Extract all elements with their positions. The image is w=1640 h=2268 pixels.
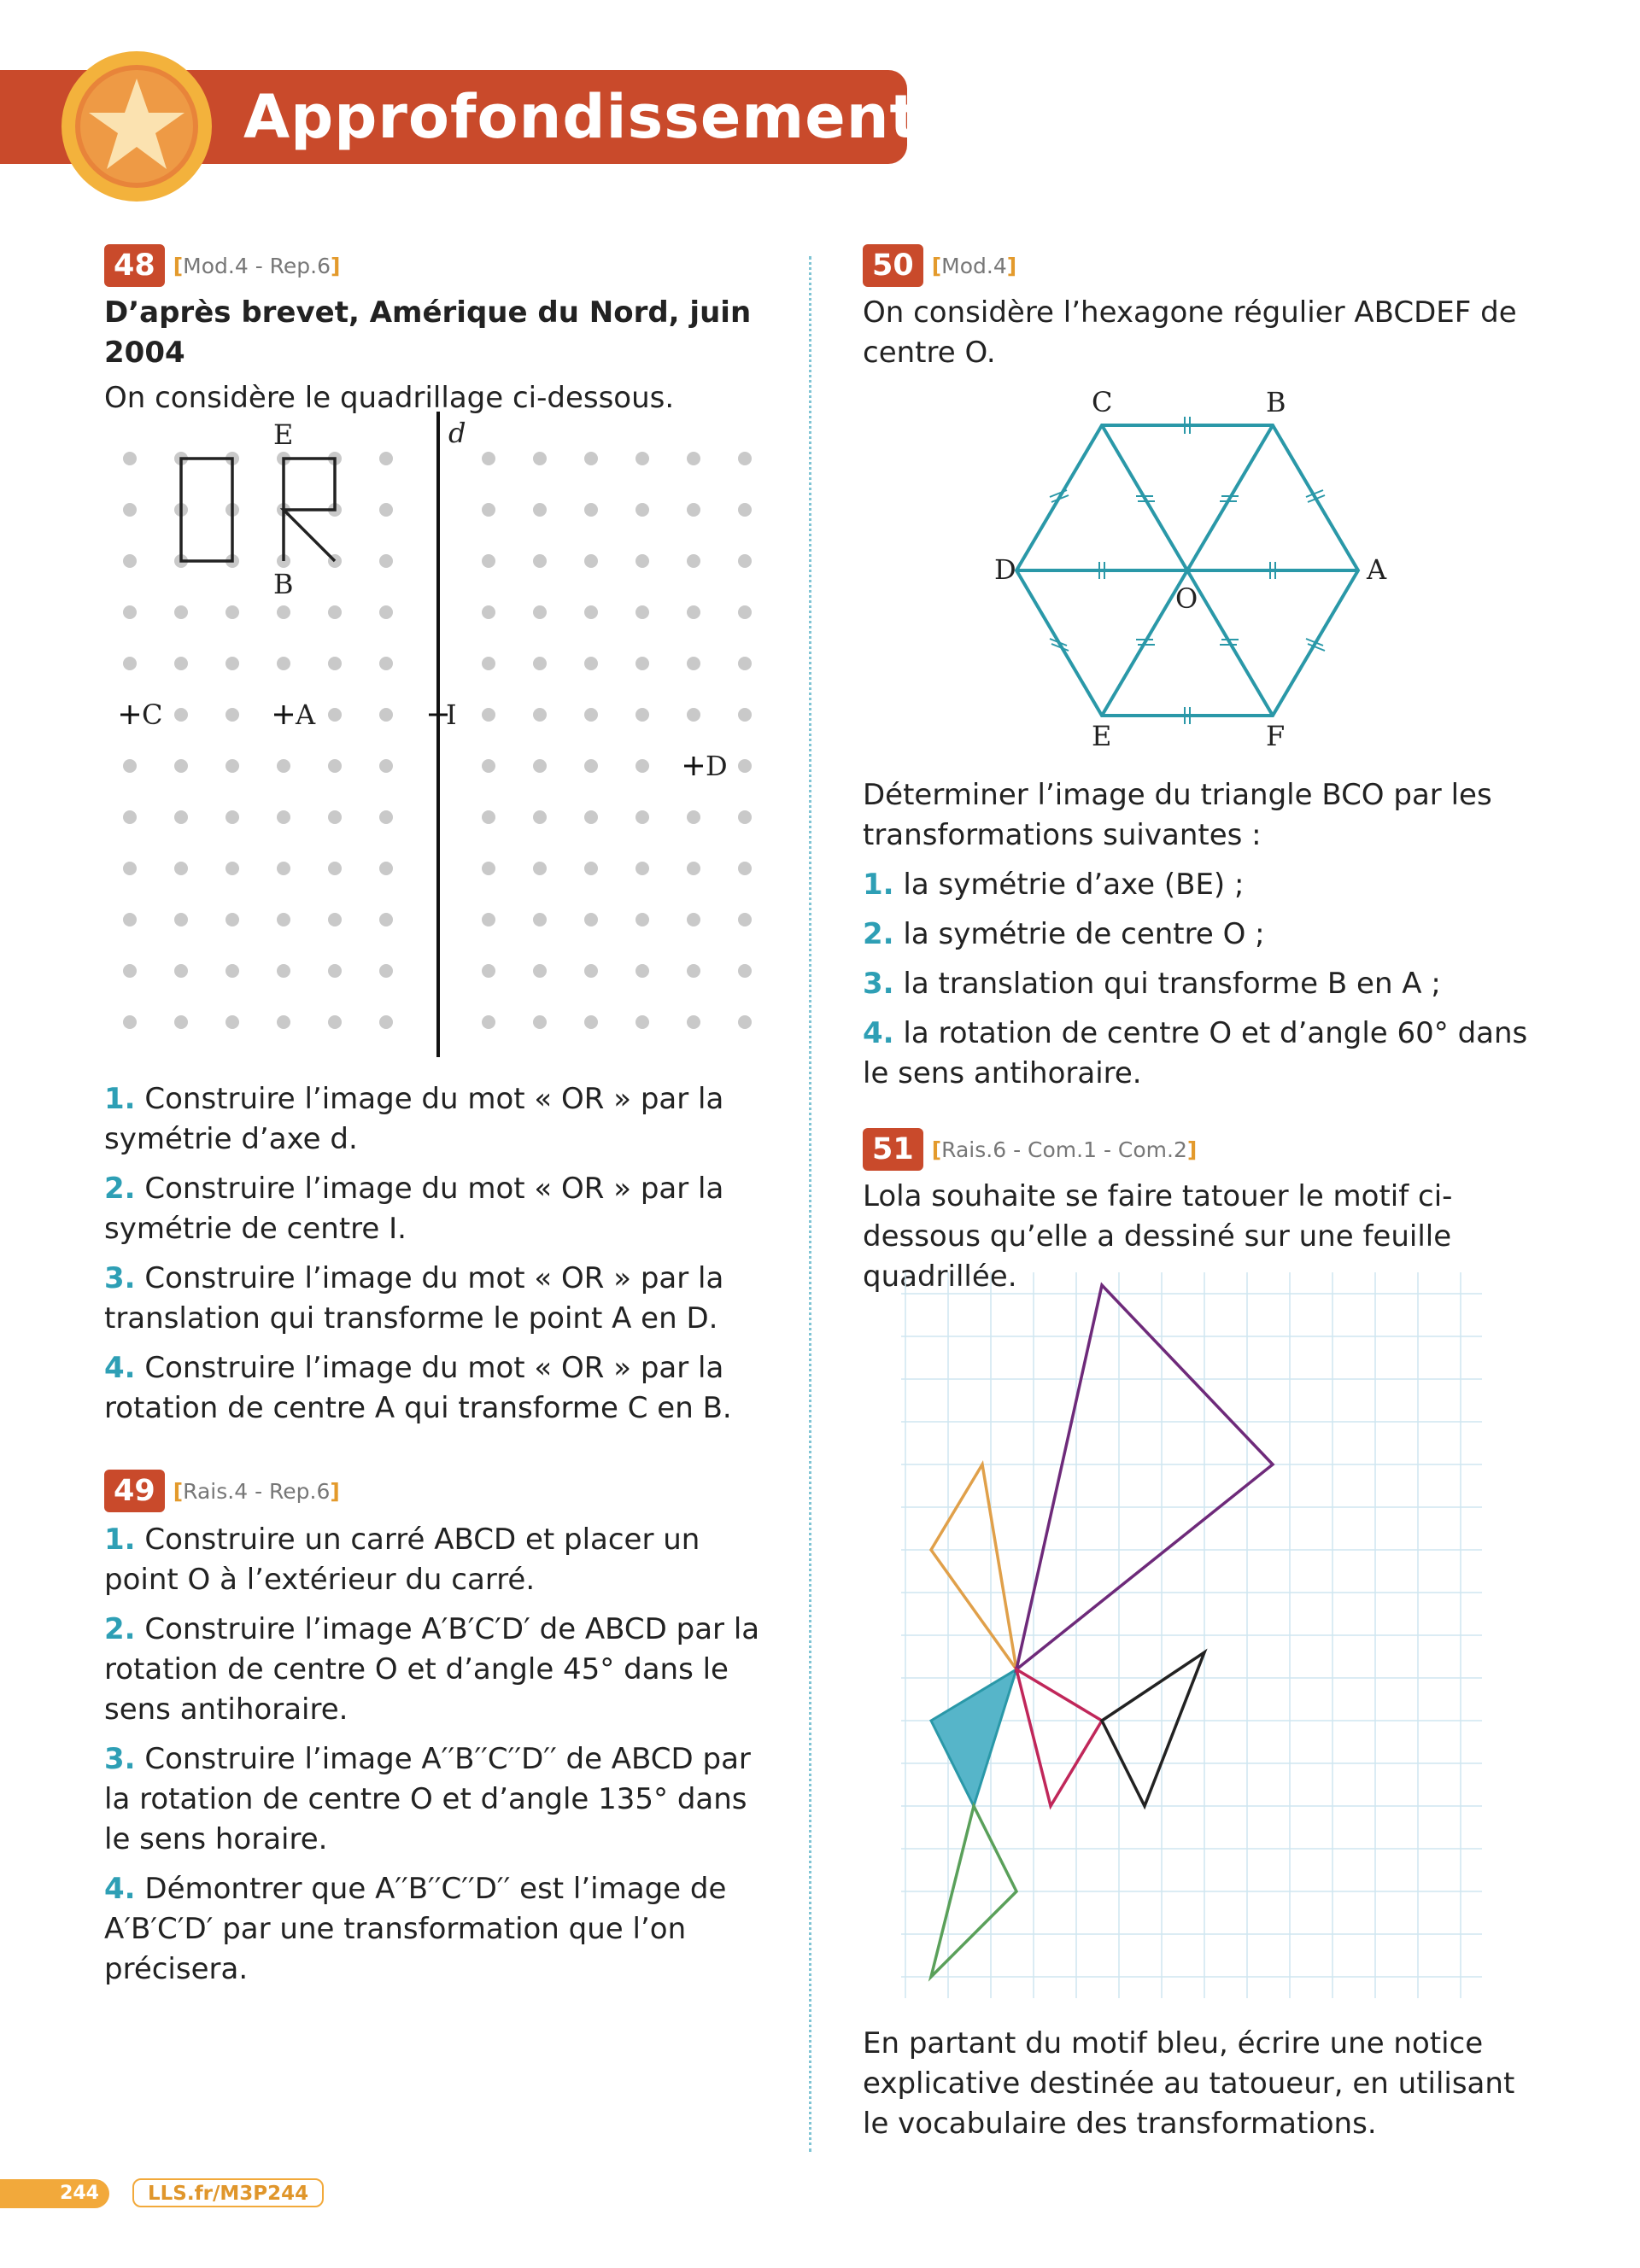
grid-dot: [482, 862, 495, 875]
tattoo-motif-figure: [901, 1272, 1482, 1998]
exercise-tag: [Rais.4 - Rep.6]: [173, 1478, 340, 1504]
question-48-3: 3. Construire l’image du mot « OR » par la translation qui transforme le point A en D.: [104, 1261, 724, 1336]
grid-dot: [123, 759, 137, 773]
exercise-tag-text: Rais.6 - Com.1 - Com.2: [941, 1137, 1187, 1162]
hex-label-c: C: [1092, 386, 1113, 418]
grid-dot: [226, 708, 239, 722]
orange-triangle: [931, 1464, 1016, 1669]
grid-dot: [174, 862, 188, 875]
grid-dot: [226, 657, 239, 670]
question-49-3: 3. Construire l’image A′′B′′C′′D′′ de ABCD par la rotation de centre O et d’angle 135° dans le sens horaire.: [104, 1742, 751, 1856]
grid-dot: [482, 708, 495, 722]
grid-dot: [123, 605, 137, 619]
grid-dot: [379, 708, 393, 722]
exercise-tag-text: Rais.4 - Rep.6: [183, 1478, 331, 1504]
grid-dot: [687, 810, 700, 824]
grid-dot: [584, 964, 598, 978]
exercise-tag-text: Mod.4 - Rep.6: [183, 253, 331, 278]
grid-dot: [277, 862, 290, 875]
grid-dot: [277, 657, 290, 670]
grid-dot: [482, 657, 495, 670]
question-50-1: 1. la symétrie d’axe (BE) ;: [863, 868, 1245, 902]
grid-dot: [533, 605, 547, 619]
grid-dot: [277, 964, 290, 978]
grid-dot: [533, 657, 547, 670]
grid-dot: [738, 657, 752, 670]
exercise-48-questions: [104, 1079, 770, 1429]
exercise-number: 49: [104, 1470, 165, 1512]
grid-dot: [379, 1015, 393, 1029]
grid-dot: [636, 708, 649, 722]
exercise-number: 48: [104, 244, 165, 287]
grid-dot: [636, 862, 649, 875]
exercise-50: [863, 243, 1546, 373]
grid-dot: [123, 503, 137, 517]
question-50-3: 3. la translation qui transforme B en A ;: [863, 967, 1441, 1001]
grid-dot: [379, 452, 393, 465]
grid-dot: [584, 1015, 598, 1029]
grid-dot: [379, 913, 393, 926]
exercise-intro: On considère l’hexagone régulier ABCDEF de centre O.: [863, 295, 1517, 370]
grid-dot: [379, 503, 393, 517]
grid-dot: [226, 605, 239, 619]
label-a: A: [296, 699, 316, 731]
grid-dot: [738, 810, 752, 824]
grid-dot: [277, 913, 290, 926]
question-50-2: 2. la symétrie de centre O ;: [863, 917, 1265, 951]
exercise-tag-text: Mod.4: [941, 253, 1007, 278]
grid-dot: [277, 759, 290, 773]
question-49-2: 2. Construire l’image A′B′C′D′ de ABCD par la rotation de centre O et d’angle 45° dans le sens antihoraire.: [104, 1612, 760, 1727]
grid-dot: [687, 964, 700, 978]
grid-dot: [584, 913, 598, 926]
grid-dot: [174, 657, 188, 670]
grid-dot: [738, 452, 752, 465]
label-b: B: [273, 568, 294, 600]
hex-label-d: D: [994, 553, 1016, 586]
grid-dot: [738, 554, 752, 568]
grid-dot: [328, 605, 342, 619]
letter-r: [284, 459, 335, 561]
page-title: Approfondissement: [243, 82, 919, 152]
grid-dot: [277, 1015, 290, 1029]
grid-dot: [379, 605, 393, 619]
grid-dot: [174, 964, 188, 978]
grid-dot: [738, 708, 752, 722]
grid-dot: [738, 913, 752, 926]
word-or: [181, 459, 335, 561]
exercise-intro: Lola souhaite se faire tatouer le motif ci-dessous qu’elle a dessiné sur une feuille quadrillée.: [863, 1179, 1453, 1294]
grid-dot: [123, 452, 137, 465]
grid-dot: [584, 759, 598, 773]
grid-dot: [226, 862, 239, 875]
exercise-tag: [Mod.4 - Rep.6]: [173, 253, 341, 278]
grid-dot: [584, 554, 598, 568]
hex-label-e: E: [1092, 720, 1112, 752]
grid-dot: [226, 810, 239, 824]
grid-dot: [123, 657, 137, 670]
grid-dot: [738, 964, 752, 978]
grid-dot: [328, 657, 342, 670]
page-number: 244: [0, 2179, 109, 2208]
grid-dot: [687, 503, 700, 517]
grid-dot: [636, 452, 649, 465]
grid-dot: [687, 913, 700, 926]
grid-dot: [636, 810, 649, 824]
exercise-tag: [Mod.4]: [931, 253, 1017, 278]
hexagon-shape: [1016, 425, 1358, 716]
question-50-4: 4. la rotation de centre O et d’angle 60° dans le sens antihoraire.: [863, 1016, 1528, 1090]
grid-dot: [174, 913, 188, 926]
column-divider: [809, 256, 811, 2152]
grid-dot: [584, 862, 598, 875]
grid-dot: [123, 862, 137, 875]
grid-dot: [738, 503, 752, 517]
exercise-prompt: Déterminer l’image du triangle BCO par les transformations suivantes :: [863, 778, 1492, 852]
grid-dot: [328, 810, 342, 824]
grid-dot: [687, 452, 700, 465]
grid-dot: [738, 1015, 752, 1029]
grid-dot: [379, 759, 393, 773]
label-c: C: [142, 699, 163, 731]
grid-dot: [636, 759, 649, 773]
hex-label-b: B: [1266, 386, 1286, 418]
grid-dot: [533, 708, 547, 722]
grid-dot: [636, 964, 649, 978]
exercise-source: D’après brevet, Amérique du Nord, juin 2004: [104, 295, 752, 370]
grid-dot: [379, 964, 393, 978]
grid-dot: [328, 1015, 342, 1029]
grid-dot: [123, 1015, 137, 1029]
question-49-4: 4. Démontrer que A′′B′′C′′D′′ est l’image de A′B′C′D′ par une transformation que l’on précisera.: [104, 1872, 727, 1986]
grid-dot: [482, 759, 495, 773]
grid-dot: [482, 503, 495, 517]
grid-dot: [482, 1015, 495, 1029]
grid-dot: [738, 862, 752, 875]
purple-triangle: [1016, 1285, 1273, 1669]
grid-dot: [123, 913, 137, 926]
hex-label-a: A: [1367, 553, 1387, 586]
hexagon-figure: [982, 380, 1409, 764]
grid-dot: [636, 503, 649, 517]
grid-dot: [533, 452, 547, 465]
grid-dot: [226, 759, 239, 773]
grid-dot: [482, 452, 495, 465]
grid-dot: [174, 810, 188, 824]
label-e: E: [273, 418, 294, 451]
grid-dot: [533, 810, 547, 824]
grid-dot: [533, 503, 547, 517]
grid-dot: [226, 1015, 239, 1029]
grid-dot: [584, 708, 598, 722]
grid-dot: [328, 759, 342, 773]
grid-dot: [636, 1015, 649, 1029]
question-48-1: 1. Construire l’image du mot « OR » par la symétrie d’axe d.: [104, 1082, 724, 1156]
grid-dot: [328, 708, 342, 722]
exercise-header: [104, 1469, 770, 1513]
grid-dot: [123, 964, 137, 978]
grid-dot: [482, 605, 495, 619]
grid-dot: [687, 862, 700, 875]
question-48-2: 2. Construire l’image du mot « OR » par la symétrie de centre I.: [104, 1172, 724, 1246]
grid-dot: [482, 964, 495, 978]
grid-dot: [636, 554, 649, 568]
star-icon: [60, 50, 214, 203]
blue-triangle: [931, 1669, 1016, 1806]
hex-label-o: O: [1175, 582, 1198, 615]
grid-dot: [379, 862, 393, 875]
exercise-conclusion: En partant du motif bleu, écrire une notice explicative destinée au tatoueur, en utilisant le vocabulaire des transformations.: [863, 2026, 1515, 2141]
grid-dot: [738, 605, 752, 619]
grid-dot: [174, 759, 188, 773]
label-i: I: [446, 699, 457, 731]
grid-dot: [636, 913, 649, 926]
grid-dot: [328, 964, 342, 978]
grid-dot: [123, 554, 137, 568]
label-d-point: D: [706, 750, 728, 782]
grid-dot: [533, 1015, 547, 1029]
grid-dot: [687, 605, 700, 619]
hex-label-f: F: [1266, 720, 1286, 752]
question-49-1: 1. Construire un carré ABCD et placer un point O à l’extérieur du carré.: [104, 1523, 700, 1597]
grid-dot: [379, 554, 393, 568]
question-48-4: 4. Construire l’image du mot « OR » par la rotation de centre A qui transforme C en B.: [104, 1351, 732, 1425]
grid-dot: [174, 708, 188, 722]
page-link[interactable]: LLS.fr/M3P244: [132, 2178, 324, 2207]
grid-dot: [482, 810, 495, 824]
grid-dot: [584, 452, 598, 465]
grid-dot: [584, 657, 598, 670]
letter-o: [181, 459, 232, 561]
grid-dot: [636, 657, 649, 670]
grid-dot: [584, 503, 598, 517]
grid-dot: [687, 708, 700, 722]
exercise-header: [863, 243, 1546, 288]
exercise-49: [104, 1469, 770, 1990]
grid-dot: [584, 605, 598, 619]
grid-dot: [379, 810, 393, 824]
grid-dot: [123, 810, 137, 824]
exercise-tag: [Rais.6 - Com.1 - Com.2]: [931, 1137, 1198, 1162]
grid-dot: [482, 913, 495, 926]
exercise-51-conclusion: [863, 2024, 1546, 2144]
crimson-triangle: [1016, 1669, 1102, 1806]
grid-dot: [174, 605, 188, 619]
grid-dot: [636, 605, 649, 619]
point-markers: [120, 705, 703, 775]
exercise-header: [863, 1127, 1546, 1172]
exercise-number: 50: [863, 244, 923, 287]
label-d-axis: d: [448, 417, 466, 449]
grid-dot: [687, 554, 700, 568]
grid-dot: [482, 554, 495, 568]
exercise-header: [104, 243, 770, 288]
grid-dot: [687, 1015, 700, 1029]
exercise-48: [104, 243, 770, 418]
dot-grid-figure: [111, 410, 777, 1059]
exercise-intro: On considère le quadrillage ci-dessous.: [104, 381, 675, 415]
grid-dot: [533, 964, 547, 978]
grid-dot: [226, 964, 239, 978]
grid-dot: [533, 862, 547, 875]
grid-dot: [533, 554, 547, 568]
black-triangle: [1102, 1652, 1204, 1806]
exercise-number: 51: [863, 1128, 923, 1171]
grid-dot: [738, 759, 752, 773]
grid-dot: [379, 657, 393, 670]
grid-dot: [174, 1015, 188, 1029]
exercise-50-questions: [863, 775, 1546, 1094]
grid-dot: [328, 862, 342, 875]
grid-dot: [277, 605, 290, 619]
grid-dot: [226, 913, 239, 926]
grid-dot: [533, 759, 547, 773]
grid-dot: [277, 810, 290, 824]
grid-dot: [687, 657, 700, 670]
grid-dot: [533, 913, 547, 926]
grid-dot: [584, 810, 598, 824]
grid-dot: [328, 913, 342, 926]
